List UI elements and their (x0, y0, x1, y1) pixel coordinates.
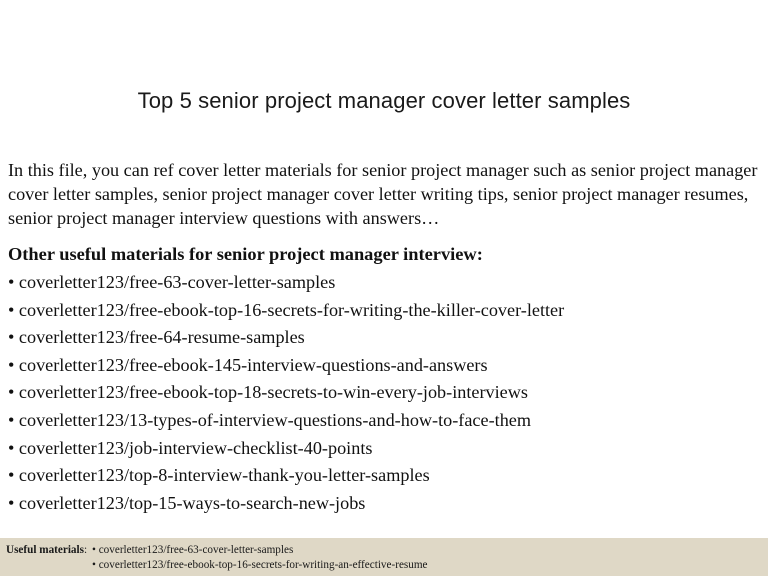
list-item[interactable] (8, 269, 564, 297)
page-title: Top 5 senior project manager cover letter samples (137, 88, 631, 113)
link-text[interactable]: coverletter123/13-types-of-interview-questions-and-how-to-face-them (18, 409, 532, 430)
link-text[interactable]: coverletter123/free-ebook-145-interview-questions-and-answers (18, 354, 488, 375)
useful-materials-heading: Other useful materials for senior project manager interview: (8, 244, 483, 264)
bullet: • (8, 299, 15, 320)
link-text[interactable]: coverletter123/top-8-interview-thank-you-letter-samples (18, 465, 430, 486)
list-item[interactable] (8, 379, 564, 407)
link-text[interactable]: coverletter123/free-64-resume-samples (18, 327, 305, 348)
bullet: • (8, 465, 15, 486)
link-text[interactable]: coverletter123/free-ebook-top-16-secrets-for-writing-the-killer-cover-letter (18, 299, 565, 320)
list-item[interactable] (8, 407, 564, 435)
bullet: • (8, 327, 15, 348)
materials-list (8, 269, 564, 517)
link-text[interactable]: coverletter123/free-63-cover-letter-samples (18, 272, 336, 292)
bullet: • (8, 272, 15, 292)
link-text[interactable]: coverletter123/job-interview-checklist-40-points (18, 437, 373, 458)
footer-link[interactable]: • coverletter123/free-63-cover-letter-samples (92, 544, 294, 556)
bullet: • (8, 409, 15, 430)
footer-bar (0, 538, 768, 576)
bullet: • (8, 382, 15, 403)
list-item[interactable] (8, 490, 564, 518)
list-item[interactable] (8, 352, 564, 380)
list-item[interactable] (8, 462, 564, 490)
footer-label: Useful materials: (6, 544, 88, 556)
link-text[interactable]: coverletter123/top-15-ways-to-search-new-jobs (18, 492, 366, 513)
bullet: • (8, 437, 15, 458)
bullet: • (8, 492, 15, 513)
list-item[interactable] (8, 297, 564, 325)
list-item[interactable] (8, 324, 564, 352)
footer-link[interactable]: • coverletter123/free-ebook-top-16-secrets-for-writing-an-effective-resume (92, 559, 428, 571)
link-text[interactable]: coverletter123/free-ebook-top-18-secrets-to-win-every-job-interviews (18, 382, 528, 403)
intro-paragraph: In this file, you can ref cover letter materials for senior project manager such as senior project manager cover letter samples, senior project manager cover letter writing tips, senior project manager resumes, senior project manager interview questions with answers… (8, 160, 758, 228)
bullet: • (8, 354, 15, 375)
list-item[interactable] (8, 435, 564, 463)
